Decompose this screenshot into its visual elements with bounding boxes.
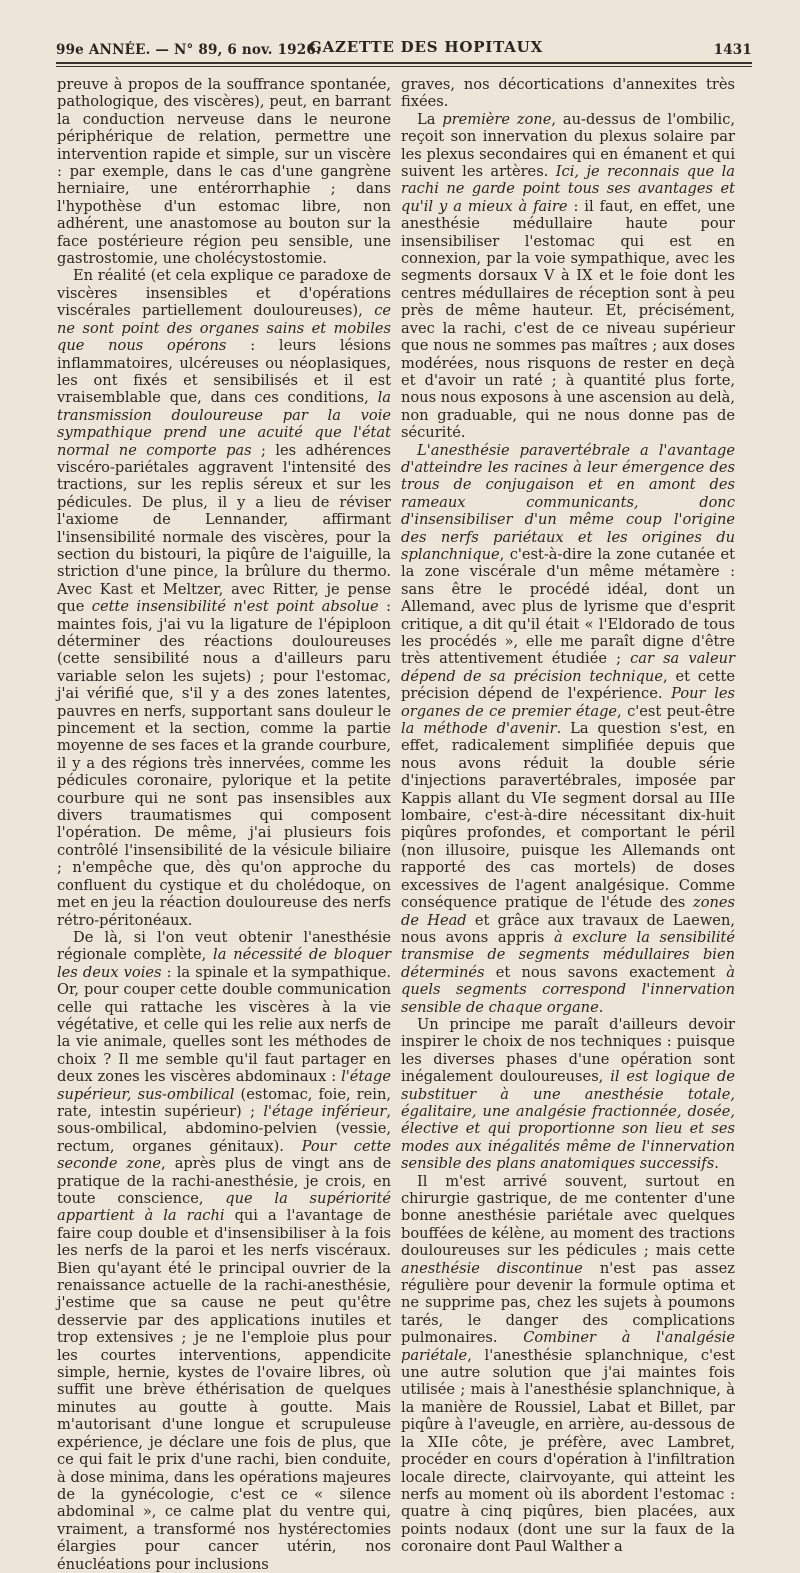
text-run: ; les adhérences viscéro-pariétales aggravent l'intensité des tractions, sur les replis séreux et sur les pédicules. De plus, il y a lieu de réviser l'axiome de Lennander, affirmant l'insensibilité normale des viscères, pour la section du bistouri, la piqûre de l'aiguille, la striction d'une pince, la brûlure du thermo. Avec Kast et Meltzer, avec Ritter, je pense que	[57, 441, 391, 616]
text-run: n'est pas assez régulière pour devenir la formule optima et ne supprime pas, chez les sujets à poumons tarés, le danger des complications pulmonaires.	[401, 1259, 735, 1347]
header-rule-thick	[56, 62, 752, 64]
text-run: .	[598, 998, 604, 1016]
running-header	[56, 38, 752, 60]
emphasized-text: la nécessité de bloquer les deux voies	[57, 946, 391, 981]
paragraph	[57, 267, 391, 928]
text-run: , au-dessus de l'ombilic, reçoit son innervation du plexus solaire par les plexus secondaires qui en émanent et qui suivent les artères.	[401, 110, 736, 181]
left-column	[57, 76, 391, 1573]
text-run: La	[417, 110, 443, 128]
paragraph	[401, 442, 735, 1016]
emphasized-text: l'étage inférieur	[263, 1102, 387, 1120]
paragraph	[401, 1173, 735, 1556]
emphasized-text: Pour cette seconde zone	[57, 1137, 391, 1173]
text-run: preuve à propos de la souffrance spontanée, pathologique, des viscères), peut, en barrant la conduction nerveuse dans le neurone périphérique de relation, permettre une intervention rapide et simple, sur un viscère : par exemple, dans le cas d'une gangrène herniaire, une entérorrhaphie ; dans l'hypothèse d'un estomac libre, non adhérent, une anastomose au bouton sur la face postérieure région peu sensible, une gastrostomie, une cholécystostomie.	[57, 76, 391, 268]
text-run: .	[714, 1155, 719, 1173]
issue-info: 99e ANNÉE. — N° 89, 6 nov. 1926.	[56, 42, 321, 58]
right-column	[401, 76, 735, 1556]
paragraph	[57, 76, 391, 267]
emphasized-text: L'anesthésie paravertébrale a l'avantage d'atteindre les racines à leur émergence des trous de conjugaison et en amont des rameaux communicants, donc d'insensibiliser d'un même coup l'origine des nerfs pariétaux et les origines du splanchnique	[401, 441, 735, 563]
text-run: : la spinale et la sympathique. Or, pour couper cette double communication celle qui rattache les viscères à la vie végétative, et celle qui les relie aux nerfs de la vie animale, quelles sont les méthodes de choix ? Il me semble qu'il faut partager en deux zones les viscères abdominaux :	[57, 963, 391, 1086]
emphasized-text: que la supériorité appartient à la rachi	[57, 1190, 391, 1225]
text-run: graves, nos décortications d'annexites très fixées.	[401, 76, 735, 111]
text-run: Un principe me paraît d'ailleurs devoir inspirer le choix de nos techniques : puisque les diverses phases d'une opération sont inégalement douloureuses,	[401, 1015, 735, 1086]
emphasized-text: cette insensibilité n'est point absolue	[91, 598, 379, 616]
text-run: , c'est peut-être	[617, 702, 735, 720]
emphasized-text: il est logique de substituer à une anesthésie totale, égalitaire, une analgésie fractionnée, dosée, élective et qui proportionne son lieu et ses modes aux inégalités même de l'innervation sensible des plans anatomiques successifs	[401, 1068, 735, 1173]
emphasized-text: la méthode d'avenir	[401, 720, 557, 738]
emphasized-text: Combiner à l'analgésie pariétale	[401, 1329, 735, 1364]
emphasized-text: car sa valeur dépend de sa précision technique	[401, 650, 735, 685]
emphasized-text: à quels segments correspond l'innervation sensible de chaque organe	[401, 963, 735, 1016]
paragraph	[401, 76, 735, 111]
text-run: , et cette précision dépend de l'expérience.	[401, 667, 736, 703]
text-run: En réalité (et cela explique ce paradoxe de viscères insensibles et d'opérations viscérales partiellement douloureuses),	[57, 267, 391, 320]
text-run: : leurs lésions inflammatoires, ulcéreuses ou néoplasiques, les ont fixés et sensibilisés et il est vraisemblable que, dans ces conditions,	[57, 337, 391, 407]
emphasized-text: Pour les organes de ce premier étage	[401, 685, 735, 720]
text-run: De là, si l'on veut obtenir l'anesthésie régionale complète,	[57, 928, 391, 964]
text-run: et nous savons exactement	[484, 963, 727, 981]
text-run: (estomac, foie, rein, rate, intestin supérieur) ;	[57, 1085, 392, 1120]
emphasized-text: ce ne sont point des organes sains et mobiles que nous opérons	[57, 302, 391, 355]
page-number: 1431	[713, 42, 752, 58]
text-run: : maintes fois, j'ai vu la ligature de l'épiploon déterminer des réactions douloureuses (cette sensibilité nous a d'ailleurs paru variable selon les sujets) ; pour l'estomac, j'ai vérifié que, s'il y a des zones latentes, pauvres en nerfs, supportant sans douleur le pincement et la section, comme la partie moyenne de ses faces et la grande courbure, il y a des régions très innervées, comme les pédicules coronaire, pylorique et la petite courbure qui ne sont pas insensibles aux divers traumatismes qui composent l'opération. De même, j'ai plusieurs fois contrôlé l'insensibilité de la vésicule biliaire ; n'empêche que, dès qu'on approche du confluent du cystique et du cholédoque, on met en jeu la réaction douloureuse des nerfs rétro-péritonéaux.	[57, 598, 391, 929]
paragraph	[401, 1016, 735, 1173]
emphasized-text: anesthésie discontinue	[401, 1259, 583, 1277]
text-run: , sous-ombilical, abdomino-pelvien (vessie, rectum, organes génitaux).	[57, 1102, 391, 1155]
emphasized-text: l'étage supérieur, sus-ombilical	[57, 1068, 391, 1103]
journal-title: GAZETTE DES HOPITAUX	[309, 38, 544, 56]
emphasized-text: la transmission douloureuse par la voie sympathique prend une acuité que l'état normal ne comporte pas	[57, 389, 391, 459]
text-run: , c'est-à-dire la zone cutanée et la zone viscérale d'un même métamère : sans être le procédé idéal, dont un Allemand, avec plus de lyrisme que d'esprit critique, a dit qu'il était « l'Eldorado de tous les procédés », elle me paraît digne d'être très attentivement étudiée ;	[401, 545, 735, 668]
header-rule-thin	[56, 66, 752, 67]
emphasized-text: Ici, je reconnais que la rachi ne garde point tous ses avantages et qu'il y a mieux à faire	[401, 163, 735, 215]
paragraph	[57, 929, 391, 1573]
text-run: , après plus de vingt ans de pratique de la rachi-anesthésie, je crois, en toute conscience,	[57, 1155, 391, 1207]
text-run: : il faut, en effet, une anesthésie médullaire haute pour insensibiliser l'estomac qui est en connexion, par la voie sympathique, avec les segments dorsaux V à IX et le foie dont les centres médullaires de réception sont à peu près de même hauteur. Et, précisément, avec la rachi, c'est de ce niveau supérieur que nous ne sommes pas maîtres ; aux doses modérées, nous risquons de rester en deçà et d'avoir un raté ; à quantité plus forte, nous nous exposons à une ascension au delà, non graduable, qui ne nous donne pas de sécurité.	[401, 197, 735, 442]
text-run: , l'anesthésie splanchnique, c'est une autre solution que j'ai maintes fois utilisée ; mais à l'anesthésie splanchnique, à la manière de Roussiel, Labat et Billet, par piqûre à l'aveugle, en arrière, au-dessous de la XIIe côte, je préfère, avec Lambret, procéder en cours d'opération à l'infiltration locale directe, clairvoyante, qui atteint les nerfs au moment où ils abordent l'estomac : quatre à cinq piqûres, bien placées, aux points nodaux (dont une sur la faux de la coronaire dont Paul Walther a	[401, 1346, 735, 1556]
emphasized-text: à exclure la sensibilité transmise de segments médullaires bien déterminés	[401, 928, 735, 981]
text-run: et grâce aux travaux de Laewen, nous avons appris	[401, 911, 735, 946]
text-run: . La question s'est, en effet, radicalement simplifiée depuis que nous avons réduit la double série d'injections paravertébrales, imposée par Kappis allant du VIe segment dorsal au IIIe lombaire, c'est-à-dire nécessitant dix-huit piqûres profondes, et comportant le péril (non illusoire, puisque les Allemands ont rapporté des cas mortels) de doses excessives de l'agent analgésique. Comme conséquence pratique de l'étude des	[401, 720, 735, 912]
emphasized-text: zones de Head	[401, 894, 735, 929]
emphasized-text: première zone	[442, 110, 552, 128]
paragraph	[401, 111, 735, 442]
text-run: Il m'est arrivé souvent, surtout en chirurgie gastrique, de me contenter d'une bonne anesthésie pariétale avec quelques bouffées de kélène, au moment des tractions douloureuses sur les pédicules ; mais cette	[401, 1172, 735, 1260]
text-run: qui a l'avantage de faire coup double et d'insensibiliser à la fois les nerfs de la paroi et les nerfs viscéraux. Bien qu'ayant été le principal ouvrier de la renaissance actuelle de la rachi-anesthésie, j'estime que sa cause ne peut qu'être desservie par des applications inutiles et trop extensives ; je ne l'emploie plus pour les courtes interventions, appendicite simple, hernie, kystes de l'ovaire libres, où suffit une brève éthérisation de quelques minutes au goutte à goutte. Mais m'autorisant d'une longue et scrupuleuse expérience, je déclare une fois de plus, que ce qui fait le prix d'une rachi, bien conduite, à dose minima, dans les opérations majeures de la gynécologie, c'est ce « silence abdominal », ce calme plat du ventre qui, vraiment, a transformé nos hystérectomies élargies pour cancer utérin, nos énucléations pour inclusions	[57, 1207, 391, 1573]
